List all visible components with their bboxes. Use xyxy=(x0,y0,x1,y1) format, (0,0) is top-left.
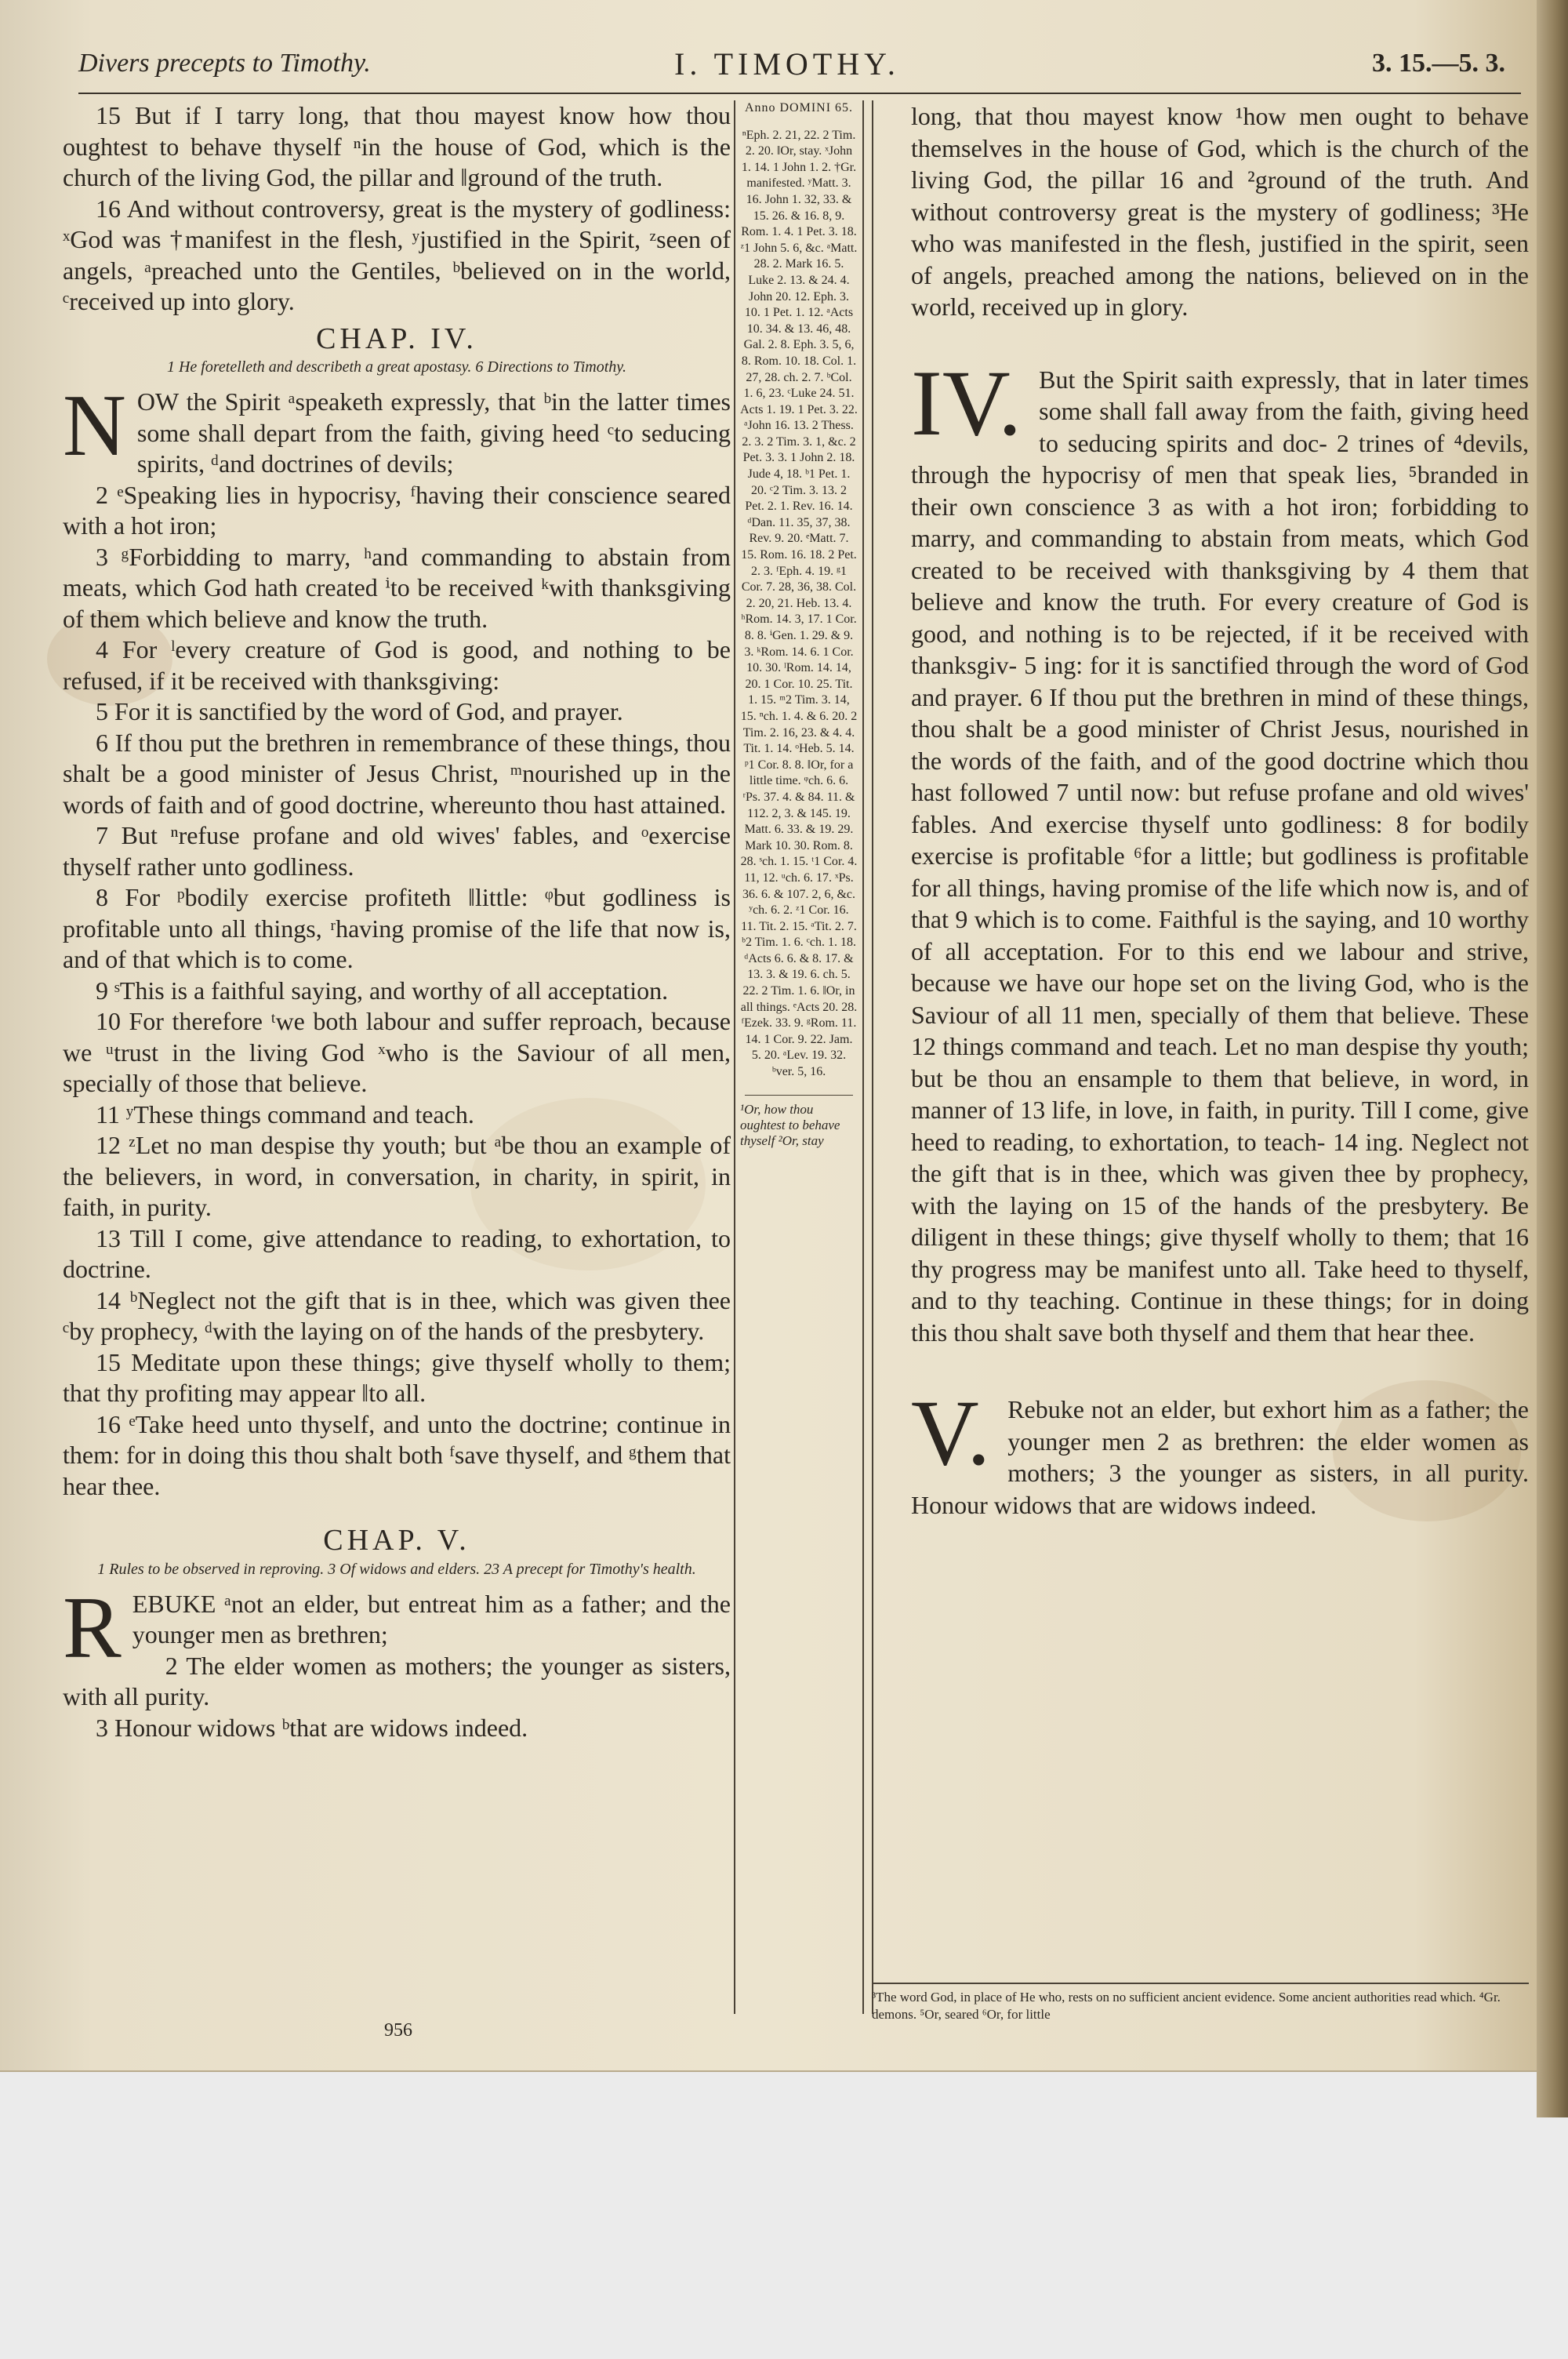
running-title-left: Divers precepts to Timothy. xyxy=(78,49,371,78)
verse: 4 For ˡevery creature of God is good, and nothing to be refused, if it be received with thanksgiving: xyxy=(63,635,731,695)
verse: 2 The elder women as mothers; the younger as sisters, with all purity. xyxy=(63,1651,731,1710)
verse: 15 Meditate upon these things; give thyself wholly to them; that thy profiting may appear ‖to all. xyxy=(63,1347,731,1407)
verse: 12 ᶻLet no man despise thy youth; but ᵃbe thou an example of the believers, in word, in conversation, in charity, in spirit, in faith, in purity. xyxy=(63,1131,731,1221)
chapter-heading: CHAP. V. xyxy=(323,1524,470,1557)
rv-passage: long, that thou mayest know ¹how men ought to behave themselves in the house of God, which is the church of the living God, the pillar 16 and ²ground of the truth. And without controversy great is the mystery of godliness; ³He who was manifested in the flesh, justified in the spirit, seen of angels, preached among the nations, believed on in the world, received up in glory. xyxy=(911,102,1529,321)
column-divider xyxy=(872,100,873,2014)
page-edge xyxy=(1537,0,1568,2117)
verse: 14 ᵇNeglect not the gift that is in thee, which was given thee ᶜby prophecy, ᵈwith the laying on of the hands of the presbytery. xyxy=(63,1285,731,1345)
drop-cap: R xyxy=(63,1579,122,1677)
anno-domini: Anno DOMINI 65. xyxy=(744,101,854,114)
verse: 6 If thou put the brethren in remembrance of these things, thou shalt be a good minister of Jesus Christ, ᵐnourished up in the words of faith and of good doctrine, whereunto thou hast attained. xyxy=(63,728,731,819)
column-divider xyxy=(862,100,864,2014)
chapter-numeral: IV. xyxy=(911,350,1022,455)
verse: 16 ᵉTake heed unto thyself, and unto the doctrine; continue in them: for in doing this thou shalt both ᶠsave thyself, and ᵍthem that hear thee. xyxy=(63,1409,731,1500)
verse: 16 And without controversy, great is the mystery of godliness: ˣGod was †manifest in the flesh, ʸjustified in the Spirit, ᶻseen of angels, ᵃpreached unto the Gentiles, ᵇbelieved on in the world, ᶜreceived up into glory. xyxy=(63,194,731,315)
drop-cap: N xyxy=(63,377,126,474)
rv-passage: IV. But the Spirit saith expressly, that in later times some shall fall away from the faith, giving heed to seducing spirits and doc- 2 trines of ⁴devils, through the hypocrisy of men that speak lies, ⁵branded in their own conscience 3 as with a hot iron; forbidding to marry, and commanding to abstain from meats, which God created to be received with thanksgiving by 4 them that believe and know the truth. For every creature of God is good, and nothing is to be rejected, if it be received with thanksgiv- 5 ing: for it is sanctified through the word of God and prayer. 6 If thou put the brethren in mind of these things, thou shalt be a good minister of Christ Jesus, nourished in the words of the faith, and of the good doctrine which thou hast followed 7 until now: but refuse profane and old wives' fables. And exercise thyself unto godliness: 8 for bodily exercise is profitable ⁶for a little; but godliness is profitable for all things, having promise of the life which now is, and of that 9 which is to come. Faithful is the saying, and 10 worthy of all acceptation. For to this end we labour and strive, because we have our hope set on the living God, who is the Saviour of all 11 men, specially of them that believe. These 12 things command and teach. Let no man despise thy youth; but be thou an ensample to them that believe, in word, in manner of 13 life, in love, in faith, in purity. Till I come, give heed to reading, to exhortation, to teach- 14 ing. Neglect not the gift that is in thee, which was given thee by prophecy, with the laying on 15 of the hands of the presbytery. Be diligent in these things; give thyself wholly to them; that 16 thy progress may be manifest unto all. Take heed to thyself, and to thy teaching. Continue in these things; for in doing this thou shalt save both thyself and them that hear thee. xyxy=(911,350,1529,1347)
running-header xyxy=(78,46,1521,88)
rv-column xyxy=(911,100,1529,1521)
chapter-verse-range: 3. 15.—5. 3. xyxy=(1372,49,1505,78)
verse: 8 For ᵖbodily exercise profiteth ‖little: ᵠbut godliness is profitable unto all things, ʳhaving promise of the life that now is, and of that which is to come. xyxy=(63,883,731,973)
rv-passage: V. Rebuke not an elder, but exhort him as a father; the younger men 2 as brethren: the elder women as mothers; 3 the younger as sisters, in all purity. Honour widows that are widows indeed. xyxy=(911,1380,1529,1519)
chapter-numeral: V. xyxy=(911,1380,991,1485)
verse: 2 ᵉSpeaking lies in hypocrisy, ᶠhaving their conscience seared with a hot iron; xyxy=(63,480,731,540)
chapter-summary: 1 He foretelleth and describeth a great apostasy. 6 Directions to Timothy. xyxy=(166,358,627,376)
verse: 13 Till I come, give attendance to reading, to exhortation, to doctrine. xyxy=(63,1223,731,1283)
verse-first: REBUKE ᵃnot an elder, but entreat him as a father; and the younger men as brethren; xyxy=(63,1579,731,1677)
verse: 10 For therefore ᵗwe both labour and suffer reproach, because we ᵘtrust in the living God ˣwho is the Saviour of all men, specially of those that believe. xyxy=(63,1007,731,1097)
verse: 5 For it is sanctified by the word of God, and prayer. xyxy=(96,697,623,725)
header-rule xyxy=(78,93,1521,94)
margin-rule xyxy=(745,1095,853,1096)
verse: 3 ᵍForbidding to marry, ʰand commanding to abstain from meats, which God hath created ⁱto be received ᵏwith thanksgiving of them which believe and know the truth. xyxy=(63,542,731,633)
verse: 9 ˢThis is a faithful saying, and worthy of all acceptation. xyxy=(96,976,669,1005)
reference-column xyxy=(740,100,858,1149)
cross-references: ⁿEph. 2. 21, 22. 2 Tim. 2. 20. ‖Or, stay. ˣJohn 1. 14. 1 John 1. 2. †Gr. manifested. ʸMatt. 3. 16. John 1. 32, 33. & 15. 26. & 16. 8, 9. Rom. 1. 4. 1 Pet. 3. 18. ᶻ1 John 5. 6, &c. ᵃMatt. 28. 2. Mark 16. 5. Luke 2. 13. & 24. 4. John 20. 12. Eph. 3. 10. 1 Pet. 1. 12. ᵃActs 10. 34. & 13. 46, 48. Gal. 2. 8. Eph. 3. 5, 6, 8. Rom. 10. 18. Col. 1. 27, 28. ch. 2. 7. ᵇCol. 1. 6, 23. ᶜLuke 24. 51. Acts 1. 19. 1 Pet. 3. 22. ᵃJohn 16. 13. 2 Thess. 2. 3. 2 Tim. 3. 1, &c. 2 Pet. 3. 3. 1 John 2. 18. Jude 4, 18. ᵇ1 Pet. 1. 20. ᶜ2 Tim. 3. 13. 2 Pet. 2. 1. Rev. 16. 14. ᵈDan. 11. 35, 37, 38. Rev. 9. 20. ᵉMatt. 7. 15. Rom. 16. 18. 2 Pet. 2. 3. ᶠEph. 4. 19. ᵍ1 Cor. 7. 28, 36, 38. Col. 2. 20, 21. Heb. 13. 4. ʰRom. 14. 3, 17. 1 Cor. 8. 8. ⁱGen. 1. 29. & 9. 3. ᵏRom. 14. 6. 1 Cor. 10. 30. ˡRom. 14. 14, 20. 1 Cor. 10. 25. Tit. 1. 15. ᵐ2 Tim. 3. 14, 15. ⁿch. 1. 4. & 6. 20. 2 Tim. 2. 16, 23. & 4. 4. Tit. 1. 14. ᵒHeb. 5. 14. ᵖ1 Cor. 8. 8. ‖Or, for a little time. ᵠch. 6. 6. ʳPs. 37. 4. & 84. 11. & 112. 2, 3. & 145. 19. Matt. 6. 33. & 19. 29. Mark 10. 30. Rom. 8. 28. ˢch. 1. 15. ᵗ1 Cor. 4. 11, 12. ᵘch. 6. 17. ˣPs. 36. 6. & 107. 2, 6, &c. ʸch. 6. 2. ᶻ1 Cor. 16. 11. Tit. 2. 15. ᵃTit. 2. 7. ᵇ2 Tim. 1. 6. ᶜch. 1. 18. ᵈActs 6. 6. & 8. 17. & 13. 3. & 19. 6. ch. 5. 22. 2 Tim. 1. 6. ‖Or, in all things. ᵉActs 20. 28. ᶠEzek. 33. 9. ᵍRom. 11. 14. 1 Cor. 9. 22. Jam. 5. 20. ᵃLev. 19. 32. ᵇver. 5, 16. xyxy=(740,128,858,1079)
footnote: ³The word God, in place of He who, rests on no sufficient ancient evidence. Some ancient authorities read which. ⁴Gr. demons. ⁵Or, seared ⁶Or, for little xyxy=(872,1983,1529,2023)
running-title-center: I. TIMOTHY. xyxy=(674,46,900,82)
verse: 15 But if I tarry long, that thou mayest know how thou oughtest to behave thyself ⁿin the house of God, which is the church of the living God, the pillar and ‖ground of the truth. xyxy=(63,101,731,191)
column-divider xyxy=(734,100,735,2014)
verse: 11 ʸThese things command and teach. xyxy=(96,1100,474,1129)
chapter-heading: CHAP. IV. xyxy=(316,322,477,355)
kjv-column xyxy=(63,100,731,1743)
page-number: 956 xyxy=(384,2020,412,2041)
verse-first: NOW the Spirit ᵃspeaketh expressly, that ᵇin the latter times some shall depart from the faith, giving heed ᶜto seducing spirits, ᵈand doctrines of devils; xyxy=(63,377,731,478)
chapter-summary: 1 Rules to be observed in reproving. 3 Of widows and elders. 23 A precept for Timothy's health. xyxy=(97,1560,696,1578)
margin-notes: ¹Or, how thou oughtest to behave thyself ²Or, stay xyxy=(740,1101,840,1148)
verse: 3 Honour widows ᵇthat are widows indeed. xyxy=(96,1713,528,1742)
verse: 7 But ⁿrefuse profane and old wives' fables, and ᵒexercise thyself rather unto godliness. xyxy=(63,821,731,881)
